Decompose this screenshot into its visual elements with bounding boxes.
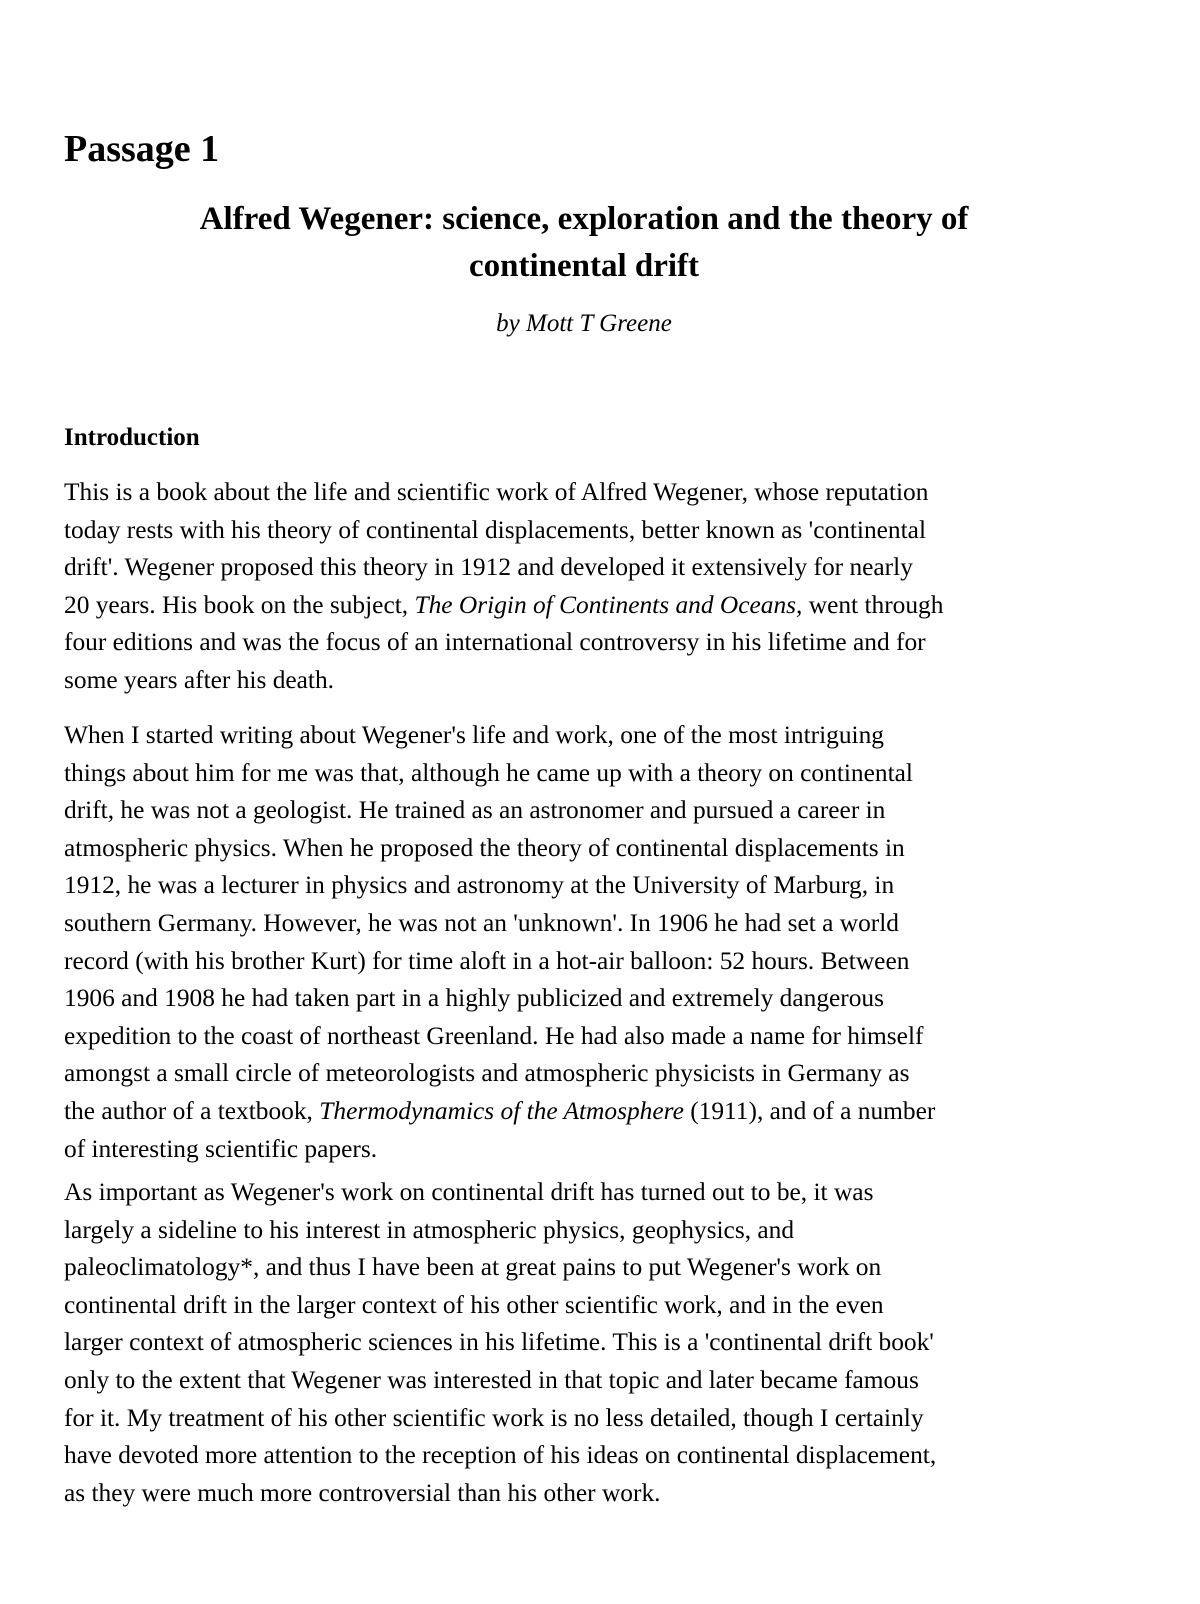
text-line: When I started writing about Wegener's life and work, one of the most intriguing	[64, 721, 884, 749]
text-line: for it. My treatment of his other scientific work is no less detailed, though I certainly	[64, 1403, 924, 1432]
text-line: This is a book about the life and scientific work of Alfred Wegener, whose reputation	[64, 478, 929, 506]
text-line: amongst a small circle of meteorologists and atmospheric physicists in Germany as	[64, 1059, 910, 1088]
text-line: drift, he was not a geologist. He trained as an astronomer and pursued a career in	[64, 796, 886, 825]
text-line: continental drift in the larger context of his other scientific work, and in the even	[64, 1290, 884, 1319]
text-line: 1906 and 1908 he had taken part in a highly publicized and extremely dangerous	[64, 984, 885, 1013]
text-line: as they were much more controversial than his other work.	[64, 1478, 661, 1507]
text-line: atmospheric physics. When he proposed the theory of continental displacements in	[64, 833, 905, 862]
text-run: 20 years. His book on the subject,	[64, 590, 415, 619]
book-title-reference: The Origin of Continents and Oceans,	[414, 590, 803, 619]
text-run: (1911), and of a number	[683, 1096, 936, 1125]
text-line: some years after his death.	[64, 665, 335, 694]
text-line	[64, 587, 1139, 625]
text-line: things about him for me was that, although he came up with a theory on continental	[64, 758, 913, 787]
text-line	[64, 1093, 1139, 1131]
paragraph-2	[64, 717, 1139, 1168]
text-run: went through	[802, 590, 944, 619]
section-heading-introduction: Introduction	[64, 424, 200, 451]
text-line: largely a sideline to his interest in atmospheric physics, geophysics, and	[64, 1215, 795, 1244]
text-line: only to the extent that Wegener was interested in that topic and later became famous	[64, 1365, 919, 1394]
text-line: paleoclimatology*, and thus I have been at great pains to put Wegener's work on	[64, 1253, 882, 1282]
text-line: expedition to the coast of northeast Greenland. He had also made a name for himself	[64, 1021, 924, 1050]
text-line: have devoted more attention to the reception of his ideas on continental displacement,	[64, 1441, 937, 1470]
book-title-line: continental drift	[468, 248, 700, 284]
text-run: the author of a textbook,	[64, 1096, 320, 1125]
text-line: drift'. Wegener proposed this theory in 1912 and developed it extensively for nearly	[64, 553, 913, 582]
text-line: larger context of atmospheric sciences in his lifetime. This is a 'continental drift book'	[64, 1328, 934, 1357]
book-title	[64, 196, 1104, 290]
text-line: record (with his brother Kurt) for time aloft in a hot-air balloon: 52 hours. Between	[64, 946, 910, 975]
text-line: four editions and was the focus of an international controversy in his lifetime and for	[64, 628, 926, 657]
text-line: southern Germany. However, he was not an 'unknown'. In 1906 he had set a world	[64, 908, 900, 937]
book-title-line: Alfred Wegener: science, exploration and the theory of	[199, 201, 969, 237]
text-line: of interesting scientific papers.	[64, 1134, 378, 1163]
author-byline: by Mott T Greene	[496, 310, 672, 337]
text-line: 1912, he was a lecturer in physics and astronomy at the University of Marburg, in	[64, 871, 895, 900]
paragraph-3	[64, 1174, 1139, 1512]
passage-heading: Passage 1	[64, 128, 220, 170]
paragraph-1	[64, 474, 1139, 700]
text-line: today rests with his theory of continental displacements, better known as 'continental	[64, 515, 927, 544]
book-title-reference: Thermodynamics of the Atmosphere	[319, 1096, 684, 1125]
text-line: As important as Wegener's work on continental drift has turned out to be, it was	[64, 1178, 874, 1206]
